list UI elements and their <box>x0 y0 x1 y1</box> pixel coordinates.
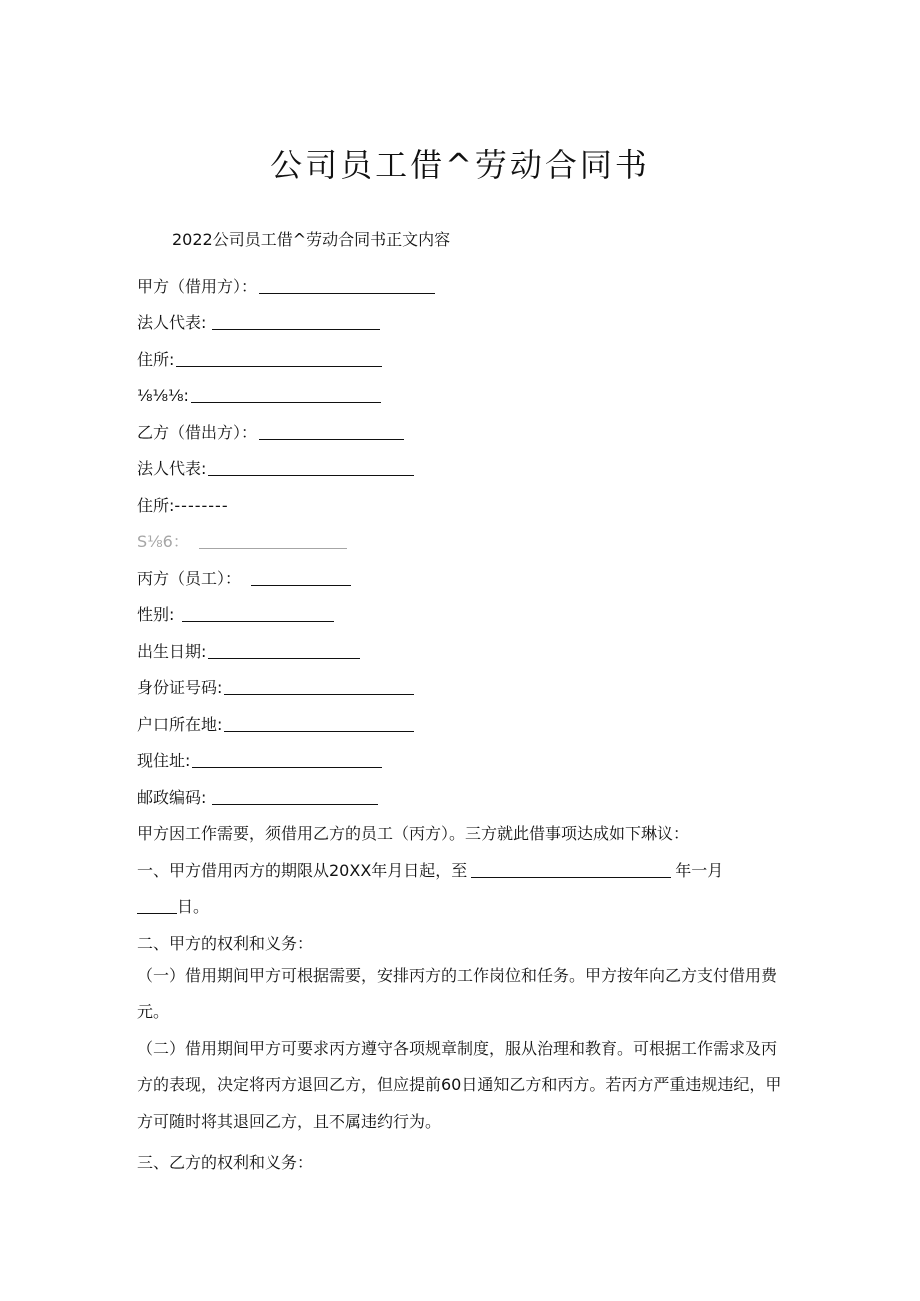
blank-line <box>224 693 414 695</box>
field-label: 乙方（借出方）： <box>137 422 258 442</box>
field-label: 丙方（员工）： <box>137 568 242 588</box>
field-postal-code <box>137 775 787 812</box>
blank-line <box>212 328 380 330</box>
blank-line <box>208 657 360 659</box>
clause-1-day-mark: 日。 <box>177 897 210 916</box>
clause-1-day-line <box>137 885 787 922</box>
blank-line <box>176 365 382 367</box>
field-party-c <box>137 556 787 593</box>
blank-line <box>208 474 414 476</box>
field-dashes: -------- <box>174 495 229 515</box>
field-party-b <box>137 410 787 447</box>
field-gender <box>137 593 787 630</box>
field-birth-date <box>137 629 787 666</box>
clause-1-line <box>137 848 787 885</box>
blank-line <box>192 766 382 768</box>
field-party-a-garbled <box>137 374 787 411</box>
blank-line <box>251 584 351 586</box>
field-party-b-garbled <box>137 520 787 557</box>
field-label: 住所: <box>137 349 175 369</box>
blank-line <box>259 292 435 294</box>
blank-line <box>259 438 404 440</box>
section-2-item-2: （二）借用期间甲方可要求丙方遵守各项规章制度，服从治理和教育。可根据工作需求及丙方的表现，决定将丙方退回乙方，但应提前60日通知乙方和丙方。若丙方严重违规违纪，甲方可随时将其退回乙方，且不属违约行为。 <box>137 1038 782 1131</box>
blank-line <box>182 620 334 622</box>
clause-1-year-mark: 年一月 <box>675 860 724 880</box>
field-label: 住所: <box>137 495 175 515</box>
blank-line <box>471 876 671 878</box>
section-2-heading <box>137 921 787 958</box>
blank-line <box>199 547 347 549</box>
section-2-item-1: （一）借用期间甲方可根据需要，安排丙方的工作岗位和任务。甲方按年向乙方支付借用费元。 <box>137 965 778 1021</box>
blank-line <box>212 803 378 805</box>
field-label: 现住址: <box>137 751 191 770</box>
section-2-title: 二、甲方的权利和义务： <box>137 933 314 953</box>
field-party-a-address <box>137 337 787 374</box>
section-3-heading <box>137 1140 787 1177</box>
document-subtitle: 2022公司员工借^劳动合同书正文内容 <box>172 230 451 249</box>
field-id-number <box>137 666 787 703</box>
blank-line <box>224 730 414 732</box>
field-label: S⅛6： <box>137 532 189 551</box>
field-label: 邮政编码: <box>137 787 207 807</box>
field-label: 出生日期: <box>137 641 207 661</box>
field-label: 户口所在地: <box>137 714 223 734</box>
intro-paragraph <box>137 812 787 849</box>
blank-line <box>191 401 381 403</box>
field-party-b-address <box>137 483 787 520</box>
blank-line <box>137 912 177 914</box>
field-household-registration <box>137 702 787 739</box>
clause-1-start: 一、甲方借用丙方的期限从20XX年月日起，至 <box>137 860 468 880</box>
intro-text: 甲方因工作需要，须借用乙方的员工（丙方）。三方就此借事项达成如下琳议： <box>137 824 690 843</box>
field-label: 性别: <box>137 605 175 624</box>
field-label: 身份证号码: <box>137 678 223 697</box>
field-party-b-legal-rep <box>137 447 787 484</box>
field-party-a <box>137 264 787 301</box>
field-label: 甲方（借用方）： <box>137 276 258 296</box>
field-current-address <box>137 739 787 776</box>
field-label: ⅛⅛⅛: <box>137 386 189 405</box>
field-label: 法人代表: <box>137 313 207 332</box>
document-body <box>137 264 787 1177</box>
document-title: 公司员工借^劳动合同书 <box>270 146 650 184</box>
field-label: 法人代表: <box>137 459 207 478</box>
field-party-a-legal-rep <box>137 301 787 338</box>
section-3-title: 三、乙方的权利和义务： <box>137 1152 314 1172</box>
